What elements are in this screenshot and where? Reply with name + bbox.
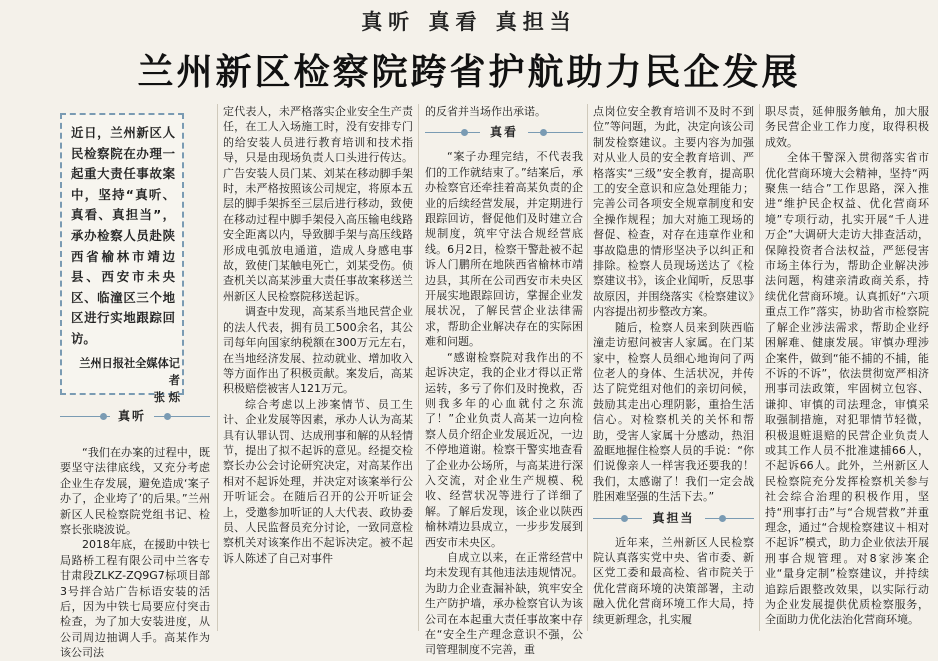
paragraph: 定代表人，未严格落实企业安全生产责任，在工人入场施工时，没有安排专门的给安装人员进行教育培训和技术指导，只是由现场负责人口头进行传达。广告安装人员门某、刘某在移动脚手架时，未严格按照该公司规定，将原本五层的脚手架拆至三层后进行移动，致使在移动过程中脚手架侵入高压输电线路安全距离以内，导致脚手架与高压线路形成电弧放电通道，造成人身感电事故，致使门某触电死亡，刘某受伤。侦查机关以高某涉重大责任事故案移送兰州新区人民检察院移送起诉。 <box>223 105 413 303</box>
paragraph: 的反省并当场作出承诺。 <box>425 105 546 118</box>
paragraph: 2018年底，在援助中铁七局路桥工程有限公司中兰客专甘肃段ZLKZ-ZQ9G7标项目部3号拌合站广告标语安装的活后，因为中铁七局要应付突击检查，为了加大安装进度，从公司周边抽调人手。高某作为该公司法 <box>60 538 210 660</box>
paragraph: 综合考虑以上涉案情节、员工生计、企业发展等因素，承办人认为高某具有认罪认罚、达成刑事和解的从轻情节，提出了拟不起诉的意见。经提交检察长办公会讨论研究决定，对高某作出相对不起诉处理，并决定对该案举行公开听证会。在随后召开的公开听证会上，受邀参加听证的人大代表、政协委员、人民监督员充分讨论，一致同意检察机关对该案作出不起诉决定。被不起诉人陈述了自己对事件 <box>223 397 413 565</box>
paragraph: 自成立以来，在正常经营中均未发现有其他违法违规情况。为助力企业查漏补缺，筑牢安全生产防护墙，承办检察官认为该公司在本起重大责任事故案中存在“安全生产理念意识不强，公司管理制度不完善，重 <box>425 550 583 657</box>
section-label: 真担当 <box>642 507 704 529</box>
column-rule <box>587 104 588 631</box>
lead-text: 近日，兰州新区人民检察院在办理一起重大责任事故案中，坚持“真听、真看、真担当”，承办检察人员赴陕西省榆林市靖边县、西安市未央区、临潼区三个地区进行实地跟踪回访。 <box>71 125 175 346</box>
paragraph: 随后，检察人员来到陕西临潼走访慰问被害人家属。在门某家中，检察人员细心地询问了两位老人的身体、生活状况，并传达了院党组对他们的亲切问候，鼓励其走出心理阴影，重拾生活信心。对检察机关的关怀和帮助，受害人家属十分感动，热泪盈眶地握住检察人员的手说：“你们说像亲人一样害我还要我的！我们，太感谢了！我们一定会战胜困难坚强的生活下去。” <box>593 320 754 504</box>
paragraph: 全体干警深入贯彻落实省市优化营商环境大会精神，坚持“两聚焦一结合”工作思路，深入推进“维护民企权益、优化营商环境”专项行动，扎实开展“千人进万企”大调研大走访大排查活动，保障投资者合法权益，严惩侵害市场主体行为，帮助企业解决涉法问题，构建亲清政商关系，持续优化营商环境。认真抓好“六项重点工作”落实，协助省市检察院了解企业涉法需求，帮助企业纾困解难、健康发展。审慎办理涉企案件，做到“能不捕的不捕，能不诉的不诉”，依法贯彻宽严相济刑事司法政策，牢固树立包容、谦抑、审慎的司法理念，审慎采取强制措施，对犯罪情节轻微，积极退赃退赔的民营企业负责人或其工作人员不批准逮捕66人，不起诉66人。此外，兰州新区人民检察院充分发挥检察机关参与社会综合治理的积极作用，坚持“刑事打击”与“合规营救”并重理念，通过“合规检察建议＋相对不起诉”模式，助力企业依法开展刑事合规管理。对8家涉案企业“量身定制”检察建议，并持续追踪后跟整改效果，以实际行动为企业发展提供优质检察服务，全面助力优化法治化营商环境。 <box>765 151 929 627</box>
section-dot <box>719 515 726 522</box>
column-rule <box>759 104 760 631</box>
paragraph: 近年来，兰州新区人民检察院认真落实党中央、省市委、新区党工委和最高检、省市院关于优化营商环境的决策部署，主动融入优化营商环境工作大局，持续更新理念，扎实履 <box>593 535 754 626</box>
column-rule <box>217 104 218 631</box>
section-label: 真听 <box>110 404 154 428</box>
section-dot <box>164 413 171 420</box>
byline-author: 张 烁 <box>153 391 180 404</box>
section-dot <box>621 515 628 522</box>
column-1 <box>60 445 210 660</box>
paragraph: “案子办理完结，不代表我们的工作就结束了。”结案后，承办检察官还牵挂着高某负责的企业的后续经营发展，并定期进行跟踪回访，督促他们及时建立合规制度，筑牢守法合规经营底线。6月2日，检察干警赴被不起诉人门鹏所在地陕西省榆林市靖边县，其所在公司西安市未央区开展实地跟踪回访，掌握企业发展状况，了解民营企业法律需求，帮助企业解决存在的实际困难和问题。 <box>425 150 583 349</box>
column-3 <box>425 104 583 657</box>
kicker: 真听 真看 真担当 <box>361 10 577 34</box>
byline-outlet: 兰州日报社全媒体记者 <box>79 357 180 387</box>
section-heading-look <box>425 121 583 143</box>
paragraph: 职尽责，延伸服务触角，加大服务民营企业工作力度，取得积极成效。 <box>765 105 929 149</box>
column-2 <box>223 104 413 631</box>
section-heading-listen <box>60 404 210 428</box>
section-dot <box>461 129 468 136</box>
section-dot <box>540 129 547 136</box>
section-dot <box>100 413 107 420</box>
column-rule <box>418 104 419 631</box>
section-label: 真看 <box>480 121 528 143</box>
paragraph: 点岗位安全教育培训不及时不到位”等问题，为此，决定向该公司制发检察建议。主要内容为加强对从业人员的安全教育培训、严格落实“三级”安全教育，提高职工的安全意识和应急处理能力；完善公司各项安全规章制度和安全操作规程；加大对施工现场的督促、检查，对存在违章作业和事故隐患的情形坚决予以纠正和排除。检察人员现场送达了《检察建议书》，该企业闻听，反思事故原因，并围绕落实《检察建议》内容提出初步整改方案。 <box>593 105 754 319</box>
column-4 <box>593 104 754 631</box>
column-5 <box>765 104 929 631</box>
paragraph: “感谢检察院对我作出的不起诉决定，我的企业才得以正常运转，多亏了你们及时挽救，否则我多年的心血就付之东流了！”企业负责人高某一边向检察人员介绍企业发展近况，一边不停地道谢。检察干警实地查看了企业办公场所，与高某进行深入交流，对企业生产规模、税收、经营状况等进行了详细了解。了解后发现，该企业以陕西榆林靖边县成立，一步步发展到西安市未央区。 <box>425 350 583 549</box>
paragraph: 调查中发现，高某系当地民营企业的法人代表，拥有员工500余名，其公司每年向国家纳税额在300万元左右，在当地经济发展、拉动就业、增加收入等方面作出了积极贡献。案发后，高某积极赔偿被害人121万元。 <box>223 305 413 396</box>
byline <box>76 355 180 406</box>
lead-box <box>60 113 184 404</box>
paragraph: “我们在办案的过程中，既要坚守法律底线，又充分考虑企业生存发展，避免造成‘案子办了，企业垮了’的后果。”兰州新区人民检察院党组书记、检察长张晓波说。 <box>60 446 210 537</box>
headline: 兰州新区检察院跨省护航助力民企发展 <box>137 51 801 93</box>
section-heading-responsibility <box>593 507 754 529</box>
